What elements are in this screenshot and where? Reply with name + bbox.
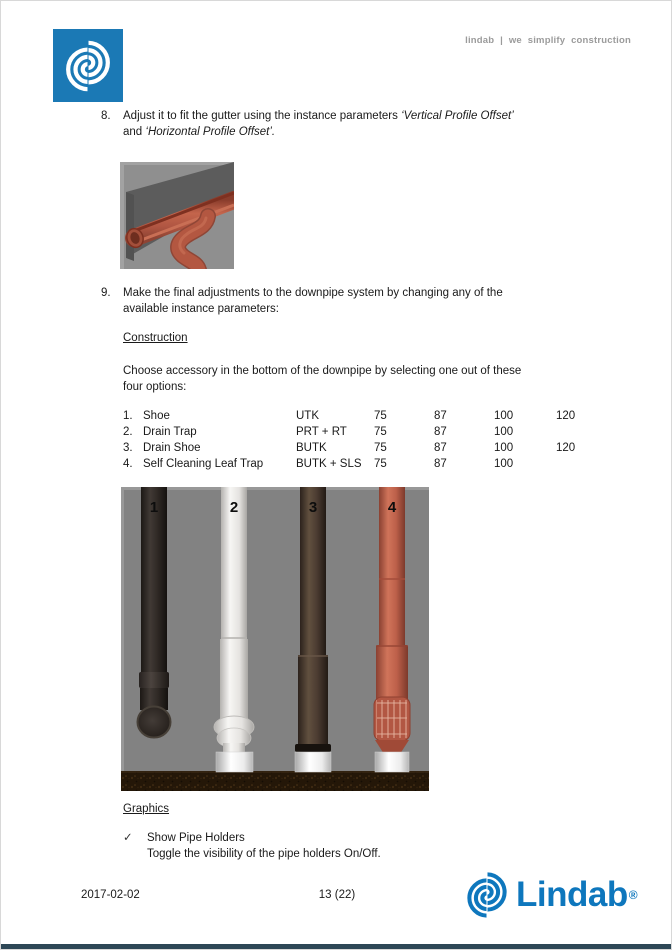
option-name: Self Cleaning Leaf Trap: [143, 458, 264, 470]
pipe-label-1: 1: [149, 499, 159, 516]
footer-lindab-logo: [463, 870, 638, 920]
option-size: 120: [556, 442, 576, 454]
pipe-label-2: 2: [229, 499, 239, 516]
option-size: 75: [374, 458, 387, 470]
option-code: PRT + RT: [296, 426, 347, 438]
show-pipe-holders-item: [123, 830, 381, 862]
construction-intro: Choose accessory in the bottom of the downpipe by selecting one out of these four options:: [123, 365, 522, 393]
table-row: [123, 456, 606, 472]
option-size: 87: [434, 458, 447, 470]
step-8-line-1: Adjust it to fit the gutter using the instance parameters ‘Vertical Profile Offset’: [123, 110, 514, 122]
option-size: 75: [374, 410, 387, 422]
pipe-3-drain-shoe: [295, 487, 331, 772]
lindab-symbol-icon: [61, 38, 115, 94]
pipe-label-3: 3: [308, 499, 318, 516]
table-row: [123, 424, 606, 440]
option-size: 100: [494, 442, 514, 454]
footer-page-number: 13 (22): [318, 889, 356, 901]
header-tagline: lindab | we simplify construction: [465, 35, 631, 46]
step-8: [101, 108, 514, 140]
option-code: BUTK + SLS: [296, 458, 362, 470]
step-9-number: 9.: [101, 287, 111, 299]
option-name: Shoe: [143, 410, 170, 422]
pipe-label-4: 4: [387, 499, 397, 516]
check-item-description: Toggle the visibility of the pipe holders On/Off.: [147, 848, 381, 860]
accessory-options-table: [123, 408, 606, 472]
option-size: 100: [494, 426, 514, 438]
option-number: 1.: [123, 410, 133, 422]
option-size: 75: [374, 442, 387, 454]
option-size: 87: [434, 426, 447, 438]
table-row: [123, 408, 606, 424]
step-9-line-2: available instance parameters:: [123, 303, 279, 315]
option-size: [556, 456, 606, 472]
option-size: 100: [494, 410, 514, 422]
option-number: 4.: [123, 458, 133, 470]
table-row: [123, 440, 606, 456]
registered-trademark-symbol: ®: [628, 888, 638, 902]
downpipe-accessories-figure: [121, 487, 429, 791]
option-size: 87: [434, 442, 447, 454]
option-size: [556, 424, 606, 440]
lindab-logo-square: [53, 29, 123, 102]
option-size: 100: [494, 458, 514, 470]
option-size: 120: [556, 410, 576, 422]
gutter-render-figure: [120, 162, 234, 269]
construction-heading: Construction: [123, 332, 188, 344]
step-8-number: 8.: [101, 110, 111, 122]
step-9-line-1: Make the final adjustments to the downpipe system by changing any of the: [123, 287, 503, 299]
lindab-symbol-icon: [463, 870, 511, 920]
option-number: 3.: [123, 442, 133, 454]
option-size: 87: [434, 410, 447, 422]
pipe-1-shoe: [138, 487, 171, 738]
check-item-title: Show Pipe Holders: [147, 832, 245, 844]
option-size: 75: [374, 426, 387, 438]
step-8-line-2: and ‘Horizontal Profile Offset’.: [123, 126, 276, 138]
graphics-heading: Graphics: [123, 803, 170, 815]
checkmark-icon: ✓: [123, 832, 133, 844]
step-9: [101, 285, 503, 317]
pipe-4-leaf-trap: [374, 487, 410, 772]
footer-date: 2017-02-02: [81, 889, 140, 901]
option-name: Drain Trap: [143, 426, 197, 438]
footer-accent-bar: [1, 944, 671, 949]
option-code: UTK: [296, 410, 319, 422]
option-code: BUTK: [296, 442, 327, 454]
lindab-wordmark: Lindab: [516, 875, 628, 914]
option-number: 2.: [123, 426, 133, 438]
option-name: Drain Shoe: [143, 442, 201, 454]
